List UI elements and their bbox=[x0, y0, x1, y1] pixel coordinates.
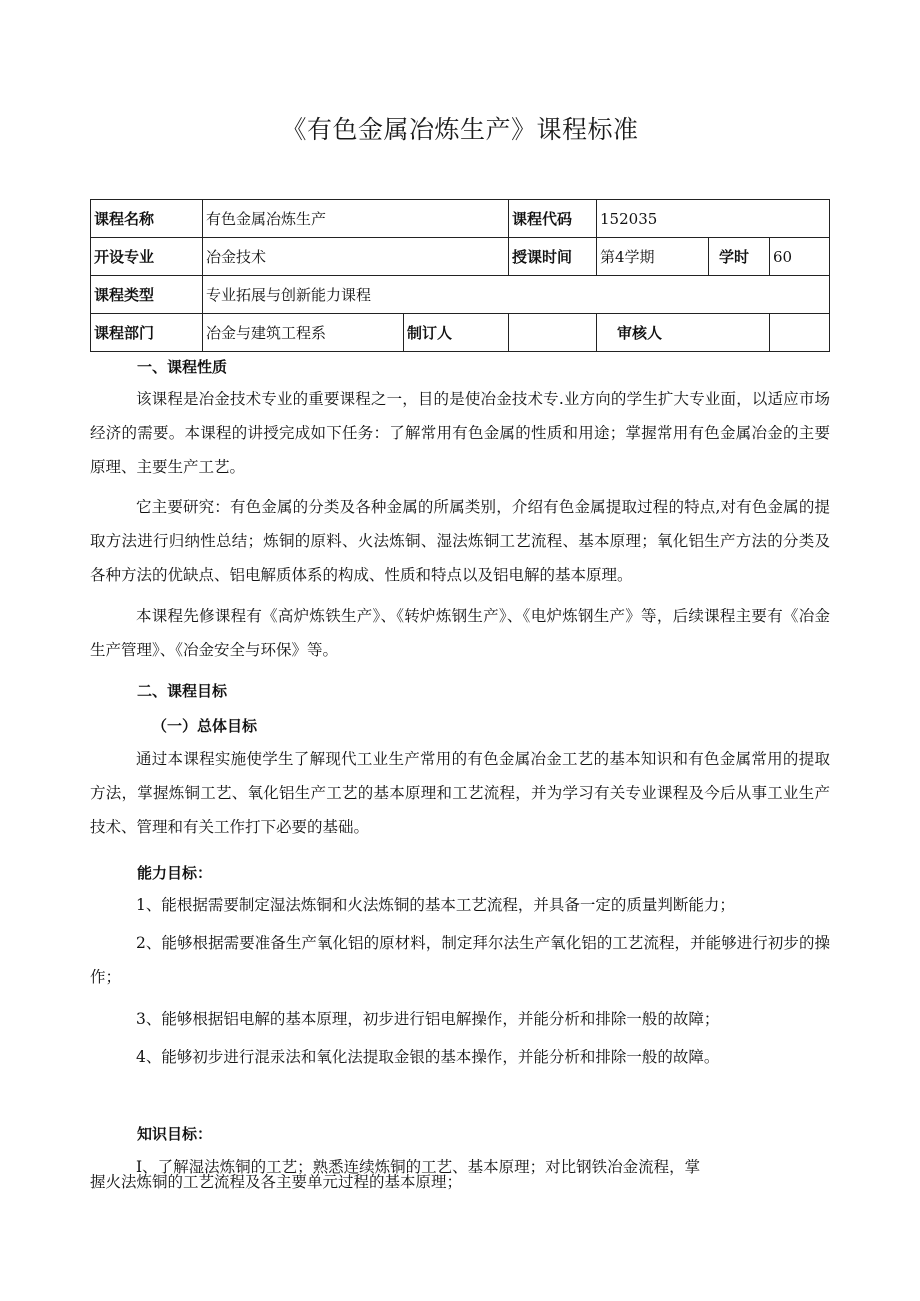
knowledge-item-1-line-2: 握火法炼铜的工艺流程及各主要单元过程的基本原理； bbox=[90, 1173, 463, 1191]
type-label: 课程类型 bbox=[91, 276, 203, 314]
author-label: 制订人 bbox=[404, 314, 509, 352]
course-code-label: 课程代码 bbox=[509, 200, 597, 238]
table-row bbox=[91, 238, 830, 276]
document-title: 《有色金属冶炼生产》课程标准 bbox=[281, 115, 639, 144]
hours-label: 学时 bbox=[709, 238, 770, 276]
type-value: 专业拓展与创新能力课程 bbox=[203, 276, 830, 314]
reviewer-value bbox=[770, 314, 830, 352]
time-value: 第4学期 bbox=[597, 238, 709, 276]
course-code-value: 152035 bbox=[597, 200, 830, 238]
time-label: 授课时间 bbox=[509, 238, 597, 276]
ability-item-1: 1、能根据需要制定湿法炼铜和火法炼铜的基本工艺流程，并具备一定的质量判断能力； bbox=[136, 896, 735, 914]
section-heading-nature: 一、课程性质 bbox=[137, 358, 228, 376]
course-info-table bbox=[90, 199, 830, 352]
overall-paragraph: 通过本课程实施使学生了解现代工业生产常用的有色金属冶金工艺的基本知识和有色金属常用的提取方法，掌握炼铜工艺、氧化铝生产工艺的基本原理和工艺流程，并为学习有关专业课程及今后从事工业生产技术、管理和有关工作打下必要的基础。 bbox=[90, 750, 830, 836]
reviewer-label: 审核人 bbox=[597, 314, 770, 352]
course-name-value: 有色金属冶炼生产 bbox=[203, 200, 509, 238]
major-value: 冶金技术 bbox=[203, 238, 509, 276]
ability-item-4: 4、能够初步进行混汞法和氧化法提取金银的基本操作，并能分析和排除一般的故障。 bbox=[136, 1048, 720, 1066]
knowledge-heading: 知识目标： bbox=[137, 1125, 213, 1143]
subsection-heading-overall: （一）总体目标 bbox=[152, 717, 258, 735]
section-heading-goals: 二、课程目标 bbox=[137, 682, 228, 700]
major-label: 开设专业 bbox=[91, 238, 203, 276]
ability-item-3: 3、能够根据铝电解的基本原理，初步进行铝电解操作，并能分析和排除一般的故障； bbox=[136, 1010, 720, 1028]
ability-heading: 能力目标： bbox=[137, 864, 213, 882]
table-row bbox=[91, 276, 830, 314]
table-row bbox=[91, 314, 830, 352]
hours-value: 60 bbox=[770, 238, 830, 276]
course-name-label: 课程名称 bbox=[91, 200, 203, 238]
author-value bbox=[509, 314, 597, 352]
ability-item-2: 2、能够根据需要准备生产氧化铝的原材料，制定拜尔法生产氧化铝的工艺流程，并能够进行初步的操作； bbox=[90, 934, 830, 986]
nature-paragraph-3: 本课程先修课程有《高炉炼铁生产》、《转炉炼钢生产》、《电炉炼钢生产》等，后续课程主要有《冶金生产管理》、《冶金安全与环保》等。 bbox=[90, 607, 830, 659]
dept-value: 冶金与建筑工程系 bbox=[203, 314, 404, 352]
table-row bbox=[91, 200, 830, 238]
nature-paragraph-2: 它主要研究：有色金属的分类及各种金属的所属类别，介绍有色金属提取过程的特点,对有色金属的提取方法进行归纳性总结；炼铜的原料、火法炼铜、湿法炼铜工艺流程、基本原理；氧化铝生产方法的分类及各种方法的优缺点、铝电解质体系的构成、性质和特点以及铝电解的基本原理。 bbox=[90, 498, 830, 584]
nature-paragraph-1: 该课程是冶金技术专业的重要课程之一，目的是使冶金技术专.业方向的学生扩大专业面，以适应市场经济的需要。本课程的讲授完成如下任务：了解常用有色金属的性质和用途；掌握常用有色金属冶金的主要原理、主要生产工艺。 bbox=[90, 390, 830, 476]
knowledge-item-1-text-a: I、了解湿法炼铜的工艺；熟悉连续炼铜的工艺、基本原理；对比钢铁冶金流程，掌 bbox=[136, 1158, 701, 1176]
dept-label: 课程部门 bbox=[91, 314, 203, 352]
